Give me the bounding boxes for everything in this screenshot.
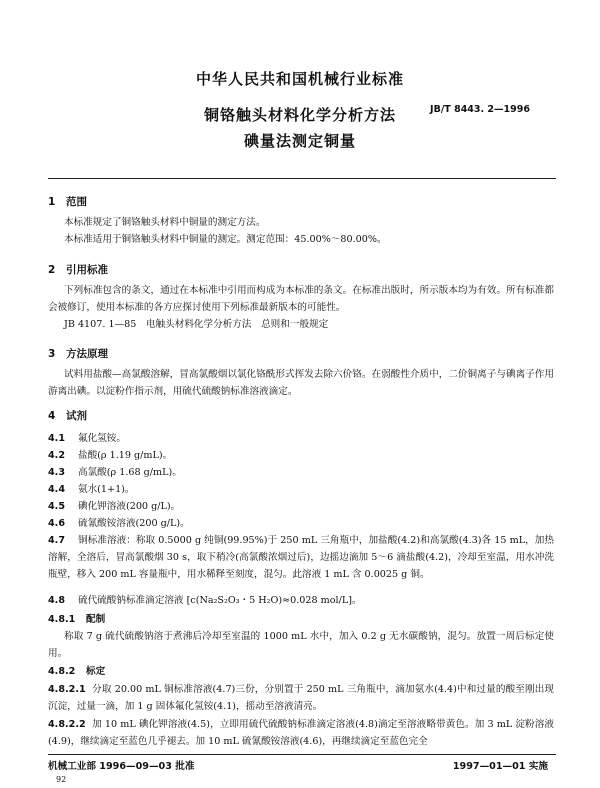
reagent-item-thiosulfate bbox=[48, 592, 554, 609]
step-4-8-2-2 bbox=[48, 716, 554, 750]
section-title: 引用标准 bbox=[66, 264, 108, 276]
item-text: 氨水(1+1)。 bbox=[78, 484, 135, 495]
step-text: 加 10 mL 碘化钾溶液(4.5)，立即用硫代硫酸钠标准滴定溶液(4.8)滴定至溶液略带黄色。加 3 mL 淀粉溶液(4.9)，继续滴定至蓝色几乎褪去。加 10 mL 硫氰酸铵溶液(4.6)，再继续滴定至蓝色完全 bbox=[48, 719, 554, 747]
section-1-heading bbox=[48, 194, 87, 209]
step-number: 4.8.2.2 bbox=[48, 719, 86, 730]
document-subtitle: 碘量法测定铜量 bbox=[243, 132, 356, 150]
reagent-item bbox=[48, 464, 554, 481]
item-number: 4.4 bbox=[48, 484, 65, 495]
reagent-item bbox=[48, 430, 554, 447]
item-text: 硫代硫酸钠标准滴定溶液 [c(Na₂S₂O₃・5 H₂O)≈0.028 mol/L]。 bbox=[78, 595, 362, 606]
standard-code: JB/T 8443. 2—1996 bbox=[430, 104, 530, 115]
subsection-4-8-1-text: 称取 7 g 硫代硫酸钠溶于煮沸后冷却至室温的 1000 mL 水中，加入 0.2 g 无水碳酸钠，混匀。放置一周后标定使用。 bbox=[48, 631, 554, 659]
item-number: 4.5 bbox=[48, 501, 65, 512]
item-text: 盐酸(ρ 1.19 g/mL)。 bbox=[78, 450, 173, 461]
item-number: 4.8 bbox=[48, 595, 65, 606]
approval-date: 机械工业部 1996—09—03 批准 bbox=[48, 761, 195, 772]
section-number: 4 bbox=[48, 410, 56, 422]
subsection-title: 标定 bbox=[86, 666, 106, 677]
item-text: 硫氰酸铵溶液(200 g/L)。 bbox=[78, 518, 190, 529]
section-title: 试剂 bbox=[66, 410, 87, 422]
subsection-title: 配制 bbox=[86, 614, 106, 625]
section-title: 方法原理 bbox=[66, 348, 108, 360]
document-title: 铜铬触头材料化学分析方法 bbox=[203, 106, 396, 124]
section-2-reference: JB 4107. 1—85 电触头材料化学分析方法 总则和一般规定 bbox=[64, 319, 329, 330]
section-3-paragraph: 试料用盐酸—高氯酸溶解，冒高氯酸烟以氯化铬酰形式挥发去除六价铬。在弱酸性介质中，二价铜离子与碘离子作用游离出碘。以淀粉作指示剂，用硫代硫酸钠标准溶液滴定。 bbox=[48, 369, 554, 397]
item-number: 4.7 bbox=[48, 535, 65, 546]
subsection-number: 4.8.2 bbox=[48, 666, 76, 677]
section-3-heading bbox=[48, 346, 108, 361]
section-number: 1 bbox=[48, 196, 56, 208]
section-4-heading bbox=[48, 408, 87, 423]
item-text: 氟化氢铵。 bbox=[78, 433, 126, 444]
item-text: 碘化钾溶液(200 g/L)。 bbox=[78, 501, 181, 512]
section-1-paragraph-1: 本标准规定了铜铬触头材料中铜量的测定方法。 bbox=[64, 217, 266, 228]
reagent-item bbox=[48, 515, 554, 532]
step-4-8-2-1 bbox=[48, 681, 554, 715]
item-text: 高氯酸(ρ 1.68 g/mL)。 bbox=[78, 467, 182, 478]
subsection-4-8-1-heading bbox=[48, 611, 105, 625]
item-number: 4.6 bbox=[48, 518, 65, 529]
section-2-heading bbox=[48, 262, 108, 277]
item-text: 铜标准溶液：称取 0.5000 g 纯铜(99.95%)于 250 mL 三角瓶中，加盐酸(4.2)和高氯酸(4.3)各 15 mL，加热溶解，全溶后，冒高氯酸烟 30 s，取下稍冷(高氯酸浓烟过后)，边摇边滴加 5～6 滴盐酸(4.2)，冷却至室温，用水冲洗瓶壁，移入 200 mL 容量瓶中，用水稀释至刻度，混匀。此溶液 1 mL 含 0.0025 g 铜。 bbox=[48, 535, 554, 580]
header-rule bbox=[48, 178, 556, 179]
issuing-organization: 中华人民共和国机械行业标准 bbox=[195, 70, 404, 88]
item-number: 4.1 bbox=[48, 433, 65, 444]
reagent-item bbox=[48, 498, 554, 515]
step-number: 4.8.2.1 bbox=[48, 684, 86, 695]
reagent-item-copper-standard bbox=[48, 532, 554, 583]
section-number: 3 bbox=[48, 348, 56, 360]
section-2-paragraph-1: 下列标准包含的条文，通过在本标准中引用而构成为本标准的条文。在标准出版时，所示版本均为有效。所有标准都会被修订，使用本标准的各方应探讨使用下列标准最新版本的可能性。 bbox=[48, 285, 554, 313]
implementation-date: 1997—01—01 实施 bbox=[452, 761, 548, 772]
reagent-item bbox=[48, 481, 554, 498]
item-number: 4.2 bbox=[48, 450, 65, 461]
section-1-paragraph-2: 本标准适用于铜铬触头材料中铜量的测定。测定范围：45.00%～80.00%。 bbox=[64, 234, 387, 245]
item-number: 4.3 bbox=[48, 467, 65, 478]
page-number: 92 bbox=[56, 775, 67, 784]
subsection-number: 4.8.1 bbox=[48, 614, 76, 625]
step-text: 分取 20.00 mL 铜标准溶液(4.7)三份，分别置于 250 mL 三角瓶中，滴加氨水(4.4)中和过量的酸至刚出现沉淀，过量一滴，加 1 g 固体氟化氢铵(4.1)，摇动至溶液清亮。 bbox=[48, 684, 554, 712]
footer-rule bbox=[48, 754, 556, 755]
section-number: 2 bbox=[48, 264, 56, 276]
subsection-4-8-2-heading bbox=[48, 663, 105, 677]
reagent-item bbox=[48, 447, 554, 464]
section-title: 范围 bbox=[66, 196, 87, 208]
